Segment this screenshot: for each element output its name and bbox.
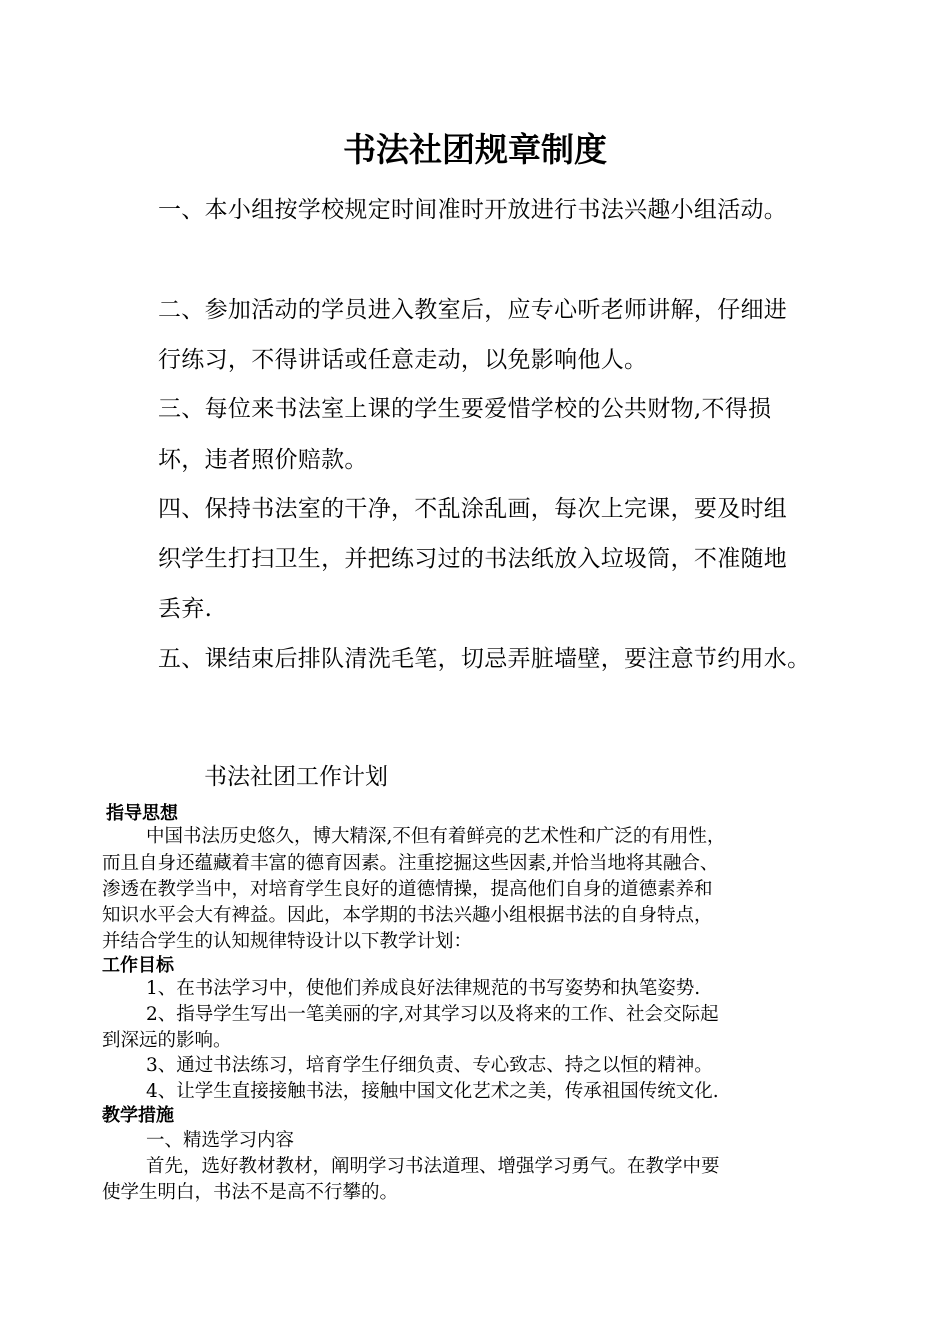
- body-line: 中国书法历史悠久，博大精深,不但有着鲜亮的艺术性和广泛的有用性，: [146, 826, 726, 847]
- body-line: 知识水平会大有裨益。因此，本学期的书法兴趣小组根据书法的自身特点，: [102, 905, 713, 926]
- section-heading-goals: 工作目标: [102, 955, 174, 976]
- section-heading-measures: 教学措施: [102, 1105, 174, 1126]
- body-line: 2、指导学生写出一笔美丽的字,对其学习以及将来的工作、社会交际起: [146, 1004, 719, 1025]
- body-line: 渗透在教学当中，对培育学生良好的道德情操，提高他们自身的道德素养和: [102, 879, 713, 900]
- rule-line: 一、本小组按学校规定时间准时开放进行书法兴趣小组活动。: [158, 197, 788, 223]
- rule-line: 四、保持书法室的干净，不乱涂乱画，每次上完课，要及时组: [158, 496, 788, 522]
- body-line: 并结合学生的认知规律特设计以下教学计划：: [102, 931, 473, 952]
- rule-line: 丢弃.: [158, 596, 213, 622]
- body-line: 1、在书法学习中，使他们养成良好法律规范的书写姿势和执笔姿势.: [146, 978, 701, 999]
- body-line: 一、精选学习内容: [146, 1130, 295, 1151]
- rule-line: 三、每位来书法室上课的学生要爱惜学校的公共财物,不得损: [158, 396, 772, 422]
- body-line: 到深远的影响。: [102, 1030, 232, 1051]
- body-line: 3、通过书法练习，培育学生仔细负责、专心致志、持之以恒的精神。: [146, 1055, 713, 1076]
- body-line: 使学生明白，书法不是高不行攀的。: [102, 1182, 399, 1203]
- body-line: 首先，选好教材教材，阐明学习书法道理、增强学习勇气。在教学中要: [146, 1156, 720, 1177]
- rule-line: 织学生打扫卫生，并把练习过的书法纸放入垃圾筒，不准随地: [158, 546, 788, 572]
- section-heading-guiding: 指导思想: [106, 803, 178, 824]
- rule-line: 坏，违者照价赔款。: [158, 447, 368, 473]
- rule-line: 行练习，不得讲话或任意走动，以免影响他人。: [158, 347, 648, 373]
- rule-line: 五、课结束后排队清洗毛笔，切忌弄脏墙壁，要注意节约用水。: [158, 646, 811, 672]
- body-line: 而且自身还蕴藏着丰富的德育因素。注重挖掘这些因素,并恰当地将其融合、: [102, 853, 719, 874]
- document-title: 书法社团规章制度: [343, 130, 607, 169]
- plan-title: 书法社团工作计划: [204, 764, 388, 790]
- rule-line: 二、参加活动的学员进入教室后，应专心听老师讲解，仔细进: [158, 297, 788, 323]
- body-line: 4、让学生直接接触书法，接触中国文化艺术之美，传承祖国传统文化.: [146, 1081, 719, 1102]
